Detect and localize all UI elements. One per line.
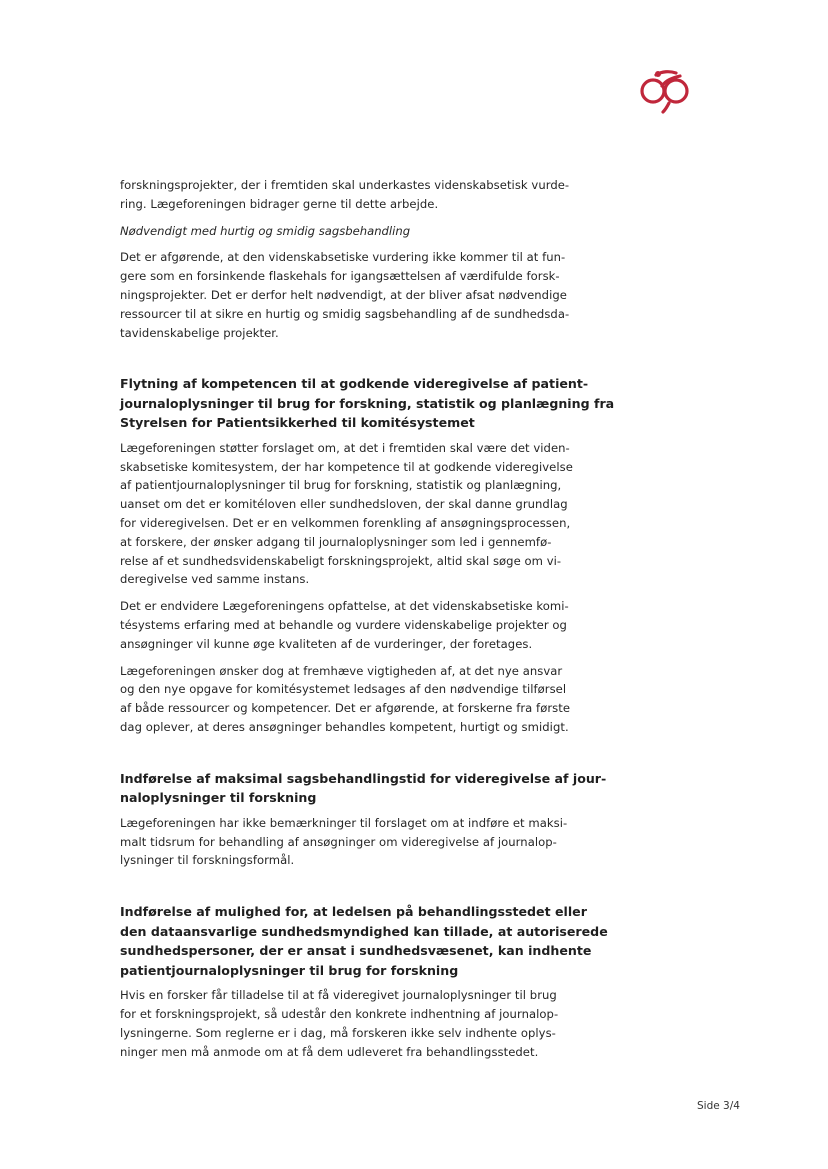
heading-line: sundhedspersoner, der er ansat i sundhedsvæsenet, kan indhente — [120, 943, 592, 959]
heading-line: Indførelse af maksimal sagsbehandlingstid for videregivelse af jour- — [120, 770, 607, 786]
text-line: forskningsprojekter, der i fremtiden skal underkastes videnskabsetisk vurde- — [120, 178, 570, 192]
heading-line: patientjournaloplysninger til brug for forskning — [120, 962, 459, 978]
text-line: lysninger til forskningsformål. — [120, 853, 295, 868]
text-line: ninger men må anmode om at få dem udleveret fra behandlingsstedet. — [120, 1044, 539, 1059]
text-line: ansøgninger vil kunne øge kvaliteten af de vurderinger, der foretages. — [120, 636, 533, 651]
text-line: af patientjournaloplysninger til brug for forskning, statistik og planlægning, — [120, 478, 562, 493]
text-line: Det er afgørende, at den videnskabsetiske vurdering ikke kommer til at fun- — [120, 250, 566, 265]
text-line: dag oplever, at deres ansøgninger behandles kompetent, hurtigt og smidigt. — [120, 720, 569, 735]
text-line: og den nye opgave for komitésystemet ledsages af den nødvendige tilførsel — [120, 682, 567, 697]
text-line: ningsprojekter. Det er derfor helt nødvendigt, at der bliver afsat nødvendige — [120, 287, 567, 302]
text-line: Lægeforeningen støtter forslaget om, at det i fremtiden skal være det viden- — [120, 440, 570, 455]
text-line: Det er endvidere Lægeforeningens opfattelse, at det videnskabsetiske komi- — [120, 599, 569, 614]
document-body — [120, 176, 615, 1069]
text-line: malt tidsrum for behandling af ansøgninger om videregivelse af journalop- — [120, 834, 557, 849]
paragraph — [120, 814, 590, 870]
text-line: Hvis en forsker får tilladelse til at få videregivet journaloplysninger til brug — [120, 988, 557, 1003]
text-line: tavidenskabelige projekter. — [120, 325, 279, 340]
section-heading — [120, 769, 607, 808]
aesculapius-logo-icon — [636, 62, 694, 114]
paragraph — [120, 986, 590, 1061]
text-line: for videregivelsen. Det er en velkommen forenkling af ansøgningsprocessen, — [120, 516, 571, 531]
text-line: af både ressourcer og kompetencer. Det er afgørende, at forskerne fra første — [120, 701, 571, 716]
text-line: for et forskningsprojekt, så udestår den konkrete indhentning af journalop- — [120, 1007, 559, 1022]
paragraph — [120, 176, 590, 214]
text-line: skabsetiske komitesystem, der har kompetence til at godkende videregivelse — [120, 459, 573, 474]
text-line: tésystems erfaring med at behandle og vurdere videnskabelige projekter og — [120, 618, 567, 633]
heading-line: journaloplysninger til brug for forskning, statistik og planlægning fra — [120, 395, 615, 411]
text-line: uanset om det er komitéloven eller sundhedsloven, der skal danne grundlag — [120, 497, 568, 512]
paragraph — [120, 439, 590, 589]
heading-line: den dataansvarlige sundhedsmyndighed kan tillade, at autoriserede — [120, 923, 608, 939]
heading-line: naloplysninger til forskning — [120, 790, 317, 806]
heading-line: Flytning af kompetencen til at godkende videregivelse af patient- — [120, 376, 589, 392]
text-line: deregivelse ved samme instans. — [120, 572, 310, 587]
paragraph — [120, 248, 590, 342]
text-line: relse af et sundhedsvidenskabeligt forskningsprojekt, altid skal søge om vi- — [120, 553, 562, 568]
paragraph — [120, 662, 590, 737]
text-line: Lægeforeningen ønsker dog at fremhæve vigtigheden af, at det nye ansvar — [120, 663, 563, 678]
paragraph — [120, 597, 590, 653]
text-line: at forskere, der ønsker adgang til journaloplysninger som led i gennemfø- — [120, 534, 552, 549]
heading-line: Indførelse af mulighed for, at ledelsen på behandlingsstedet eller — [120, 904, 587, 920]
subheading-italic: Nødvendigt med hurtig og smidig sagsbehandling — [120, 223, 411, 238]
page-number: Side 3/4 — [697, 1100, 740, 1112]
text-line: lysningerne. Som reglerne er i dag, må forskeren ikke selv indhente oplys- — [120, 1025, 556, 1040]
text-line: Lægeforeningen har ikke bemærkninger til forslaget om at indføre et maksi- — [120, 815, 568, 830]
text-line: gere som en forsinkende flaskehals for igangsættelsen af værdifulde forsk- — [120, 269, 560, 284]
heading-line: Styrelsen for Patientsikkerhed til komitésystemet — [120, 415, 475, 431]
section-heading — [120, 374, 615, 433]
text-line: ring. Lægeforeningen bidrager gerne til dette arbejde. — [120, 196, 439, 211]
text-line: ressourcer til at sikre en hurtig og smidig sagsbehandling af de sundhedsda- — [120, 306, 570, 321]
section-heading — [120, 902, 608, 980]
